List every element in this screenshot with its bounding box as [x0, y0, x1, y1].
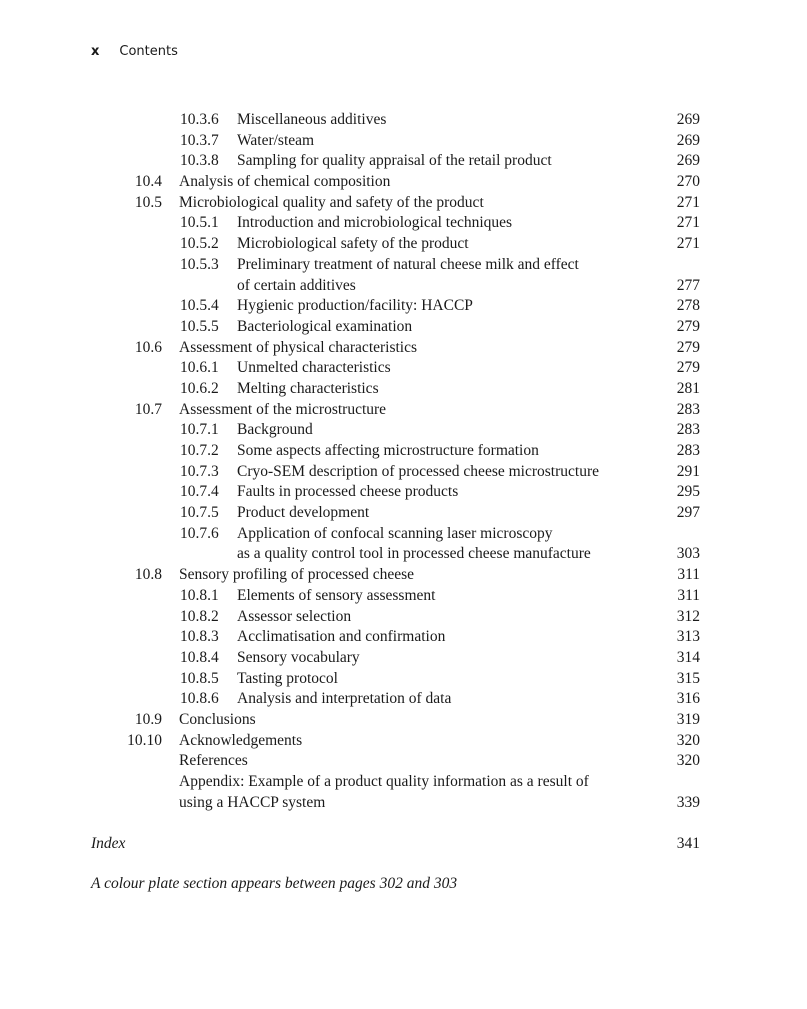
toc-entry-title: Analysis of chemical composition: [179, 173, 391, 191]
toc-entry-page: 271: [676, 214, 700, 232]
toc-entry: [0, 772, 807, 793]
toc-entry-title: Cryo-SEM description of processed cheese microstructure: [237, 462, 599, 480]
toc-entry-page: 311: [677, 586, 700, 604]
toc-entry-number: 10.7.4: [180, 483, 219, 501]
toc-entry: [0, 213, 807, 234]
toc-entry-number: 10.8.4: [180, 648, 219, 666]
toc-entry-number: 10.7: [134, 400, 162, 418]
toc-entry-page: 295: [676, 483, 700, 501]
toc-entry-title: Hygienic production/facility: HACCP: [237, 297, 473, 315]
toc-entry: [0, 503, 807, 524]
toc-entry: [0, 462, 807, 483]
toc-entry: [0, 296, 807, 317]
toc-entry: [0, 524, 807, 545]
toc-entry-number: 10.8.2: [180, 607, 219, 625]
toc-entry: [0, 317, 807, 338]
toc-entry-page: 315: [676, 669, 700, 687]
toc-entry-page: 339: [676, 793, 700, 811]
toc-entry-number: 10.7.5: [180, 504, 219, 522]
toc-entry: [0, 255, 807, 276]
toc-entry: [0, 338, 807, 359]
table-of-contents: [0, 110, 807, 813]
toc-entry-number: 10.3.8: [180, 152, 219, 170]
toc-entry-number: 10.8.5: [180, 669, 219, 687]
toc-entry: [0, 586, 807, 607]
toc-entry: [0, 751, 807, 772]
toc-entry-page: 271: [676, 193, 700, 211]
toc-entry-title: Unmelted characteristics: [237, 359, 391, 377]
toc-entry: [0, 669, 807, 690]
toc-entry-page: 270: [676, 173, 700, 191]
toc-entry-title: Assessor selection: [237, 607, 352, 625]
toc-entry: [0, 793, 807, 814]
toc-entry-page: 281: [676, 379, 700, 397]
toc-entry-title: of certain additives: [237, 276, 356, 294]
index-page: 341: [676, 835, 700, 852]
toc-entry-page: 283: [676, 400, 700, 418]
toc-entry-number: 10.5.5: [180, 317, 219, 335]
running-head: [91, 44, 178, 59]
toc-entry-page: 314: [676, 648, 700, 666]
toc-entry-number: 10.5.1: [180, 214, 219, 232]
toc-entry-page: 320: [676, 731, 700, 749]
toc-entry: [0, 358, 807, 379]
toc-entry-page: 279: [676, 317, 700, 335]
toc-entry: [0, 627, 807, 648]
toc-entry: [0, 648, 807, 669]
toc-entry-title: Bacteriological examination: [237, 317, 413, 335]
toc-entry-title: Some aspects affecting microstructure formation: [237, 442, 539, 459]
toc-entry-title: Application of confocal scanning laser microscopy: [237, 524, 553, 542]
toc-entry-title: Product development: [237, 504, 370, 522]
toc-entry: [0, 276, 807, 297]
toc-entry-page: 269: [676, 131, 700, 149]
toc-entry-page: 311: [677, 566, 700, 584]
toc-entry-page: 283: [676, 442, 700, 459]
toc-entry-number: 10.8.6: [180, 690, 219, 708]
toc-entry-number: 10.6: [134, 338, 162, 356]
toc-entry: [0, 482, 807, 503]
toc-entry: [0, 441, 807, 462]
toc-entry-page: 320: [676, 752, 700, 770]
toc-entry: [0, 544, 807, 565]
toc-entry-number: 10.8.1: [180, 586, 219, 604]
toc-entry-title: Faults in processed cheese products: [237, 483, 459, 501]
toc-entry-number: 10.7.2: [180, 442, 219, 459]
toc-entry-title: Elements of sensory assessment: [237, 586, 436, 604]
toc-entry-page: 277: [676, 276, 700, 294]
toc-entry-page: 279: [676, 359, 700, 377]
toc-entry-title: Analysis and interpretation of data: [237, 690, 452, 708]
toc-entry: [0, 420, 807, 441]
toc-entry-title: Introduction and microbiological techniques: [237, 214, 513, 232]
toc-entry: [0, 731, 807, 752]
toc-entry: [0, 607, 807, 628]
toc-entry: [0, 710, 807, 731]
toc-entry-page: 271: [676, 235, 700, 253]
toc-entry: [0, 131, 807, 152]
toc-entry: [0, 379, 807, 400]
toc-entry-title: Appendix: Example of a product quality information as a result of: [179, 773, 589, 790]
toc-entry-title: References: [179, 752, 248, 770]
toc-entry: [0, 234, 807, 255]
toc-entry-page: 279: [676, 338, 700, 356]
toc-entry-number: 10.6.2: [180, 379, 219, 397]
toc-entry-title: Acclimatisation and confirmation: [237, 628, 446, 646]
toc-entry: [0, 151, 807, 172]
toc-entry-title: Conclusions: [179, 710, 256, 728]
toc-entry-number: 10.7.6: [180, 524, 219, 542]
toc-entry-title: Assessment of the microstructure: [179, 400, 387, 418]
toc-entry-number: 10.7.3: [180, 462, 219, 480]
toc-entry-title: as a quality control tool in processed cheese manufacture: [237, 545, 591, 563]
toc-entry-title: Sampling for quality appraisal of the retail product: [237, 152, 552, 170]
toc-entry: [0, 689, 807, 710]
toc-entry-number: 10.6.1: [180, 359, 219, 377]
toc-index-entry: [0, 833, 807, 854]
page-number: x: [91, 44, 100, 59]
toc-entry-page: 303: [676, 545, 700, 563]
toc-entry-title: Melting characteristics: [237, 379, 379, 397]
toc-entry-page: 319: [676, 710, 700, 728]
toc-entry: [0, 400, 807, 421]
toc-entry: [0, 565, 807, 586]
toc-entry-number: 10.8: [134, 566, 162, 584]
toc-entry-number: 10.5.4: [180, 297, 219, 315]
toc-entry-number: 10.5.2: [180, 235, 219, 253]
toc-entry-page: 313: [676, 628, 700, 646]
toc-entry-page: 316: [676, 690, 700, 708]
toc-entry: [0, 172, 807, 193]
toc-entry-number: 10.3.7: [180, 131, 219, 149]
toc-entry-page: 312: [676, 607, 700, 625]
toc-entry-title: Preliminary treatment of natural cheese milk and effect: [237, 255, 579, 273]
toc-entry: [0, 193, 807, 214]
running-head-title: Contents: [119, 44, 178, 59]
toc-entry-page: 297: [676, 504, 700, 522]
toc-entry-title: Acknowledgements: [179, 731, 303, 749]
toc-entry-title: Assessment of physical characteristics: [179, 338, 418, 356]
toc-entry-page: 291: [676, 462, 700, 480]
toc-entry: [0, 110, 807, 131]
toc-entry-title: Sensory vocabulary: [237, 648, 360, 666]
toc-entry-page: 269: [676, 111, 700, 128]
toc-entry-number: 10.9: [134, 710, 162, 728]
toc-entry-number: 10.5.3: [180, 255, 219, 273]
index-title: Index: [91, 835, 126, 852]
toc-entry-page: 278: [676, 297, 700, 315]
toc-entry-title: Microbiological quality and safety of the product: [179, 193, 484, 211]
toc-entry-number: 10.4: [134, 173, 162, 191]
toc-entry-title: Microbiological safety of the product: [237, 235, 469, 253]
toc-entry-title: using a HACCP system: [179, 793, 326, 811]
toc-entry-page: 283: [676, 421, 700, 439]
toc-entry-title: Sensory profiling of processed cheese: [179, 566, 415, 584]
toc-entry-title: Miscellaneous additives: [237, 111, 387, 128]
toc-entry-title: Tasting protocol: [237, 669, 338, 687]
toc-entry-number: 10.8.3: [180, 628, 219, 646]
toc-entry-title: Background: [237, 421, 313, 439]
toc-entry-page: 269: [676, 152, 700, 170]
toc-entry-number: 10.3.6: [180, 111, 219, 128]
toc-entry-number: 10.10: [127, 731, 162, 749]
toc-entry-number: 10.7.1: [180, 421, 219, 439]
colour-plate-note: A colour plate section appears between pages 302 and 303: [91, 875, 458, 892]
toc-entry-title: Water/steam: [237, 131, 315, 149]
toc-entry-number: 10.5: [134, 193, 162, 211]
